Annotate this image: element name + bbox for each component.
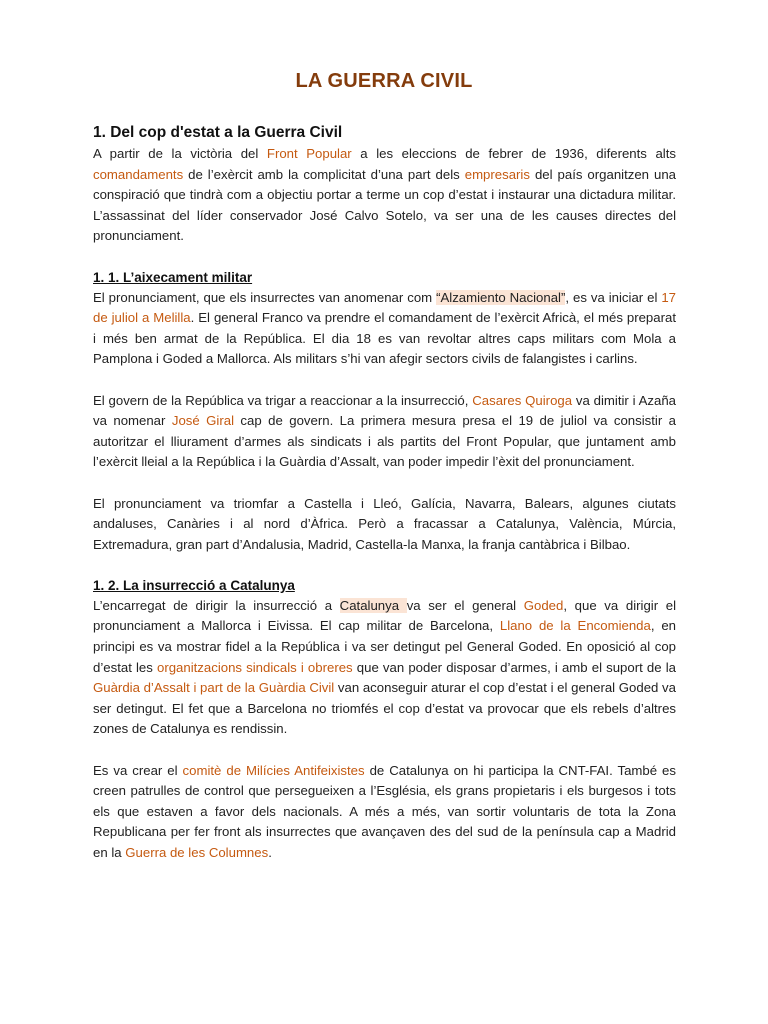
text-link[interactable]: 17 de juliol a Melilla — [93, 289, 676, 326]
text-link[interactable]: comitè de Milícies Antifeixistes — [182, 762, 365, 778]
text-run: , en principi es va mostrar fidel a la República i va ser detingut pel General Goded. En oposició al cop d’estat les — [93, 618, 676, 675]
text-run: El pronunciament, que els insurrectes van anomenar com — [93, 289, 437, 305]
paragraph — [93, 288, 676, 370]
text-run: Es va crear el — [93, 762, 183, 778]
text-run: va dimitir i Azaña va nomenar — [93, 392, 677, 429]
text-run: van aconseguir aturar el cop d’estat i el general Goded va ser detingut. El fet que a Barcelona no triomfés el cop d’estat va provocar que els rebels d’altres zones de Catalunya es rendissin. — [93, 680, 676, 737]
section-heading-1-2: 1. 2. La insurrecció a Catalunya — [93, 577, 295, 593]
text-run: a les eleccions de febrer de 1936, diferents alts — [351, 146, 676, 161]
text-run: cap de govern. La primera mesura presa el 19 de juliol va consistir a autoritzar el lliurament d’armes als sindicats i als partits del Front Popular, que juntament amb l’exèrcit lleial a la República i la Guàrdia d’Assalt, van poder impedir l’èxit del pronunciament. — [93, 413, 676, 470]
text-run: va ser el general — [406, 597, 524, 613]
text-link[interactable]: Llano de la Encomienda — [499, 618, 651, 634]
text-run: de Catalunya on hi participa la CNT-FAI. També es creen patrulles de control que persegueixen a l’Església, els grans propietaris i els burgesos i tots els que estaven a favor dels nacionals. A més a més, van sortir voluntaris de tota la Zona Republicana per fer front als insurrectes que avançaven des del sud de la península cap a Madrid en la — [93, 762, 676, 860]
text-link[interactable]: empresaris — [464, 166, 530, 182]
text-link[interactable]: Guàrdia d’Assalt i part de la Guàrdia Civil — [93, 680, 335, 696]
text-link[interactable]: José Giral — [171, 413, 234, 429]
text-run: . El general Franco va prendre el comandament de l’exèrcit Africà, el més preparat i més ben armat de la República. El dia 18 es van revoltar altres caps militars com Mola a Pamplona i Goded a Mallorca. Als militars s’hi van afegir sectors civils de falangistes i carlins. — [93, 310, 676, 367]
text-run: , es va iniciar el — [565, 289, 662, 305]
document-title: LA GUERRA CIVIL — [295, 70, 473, 92]
text-run: , que va dirigir el pronunciament a Mallorca i Eivissa. El cap militar de Barcelona, — [93, 597, 676, 634]
highlighted-text: Catalunya — [339, 597, 407, 613]
paragraph — [93, 761, 676, 864]
document-body — [93, 122, 676, 864]
text-run: L’encarregat de dirigir la insurrecció a — [93, 597, 340, 613]
text-run: del país organitzen una conspiració que tindrà com a objectiu portar a terme un cop d’estat i instaurar una dictadura militar. L’assassinat del líder conservador José Calvo Sotelo, va ser una de les causes directes del pronunciament. — [93, 166, 676, 244]
text-run: A partir de la victòria del — [93, 146, 267, 161]
text-link[interactable]: organitzacions sindicals i obreres — [156, 659, 353, 675]
text-link[interactable]: Casares Quiroga — [472, 392, 573, 408]
paragraph — [93, 391, 676, 473]
text-link[interactable]: Front Popular — [266, 146, 352, 161]
text-run: de l’exèrcit amb la complicitat d’una part dels — [183, 166, 465, 182]
highlighted-text: “Alzamiento Nacional” — [436, 289, 566, 305]
text-run: El govern de la República va trigar a reaccionar a la insurrecció, — [93, 392, 473, 408]
paragraph — [93, 596, 676, 740]
text-link[interactable]: Guerra de les Columnes — [125, 845, 269, 860]
section-heading-1: 1. Del cop d'estat a la Guerra Civil — [93, 124, 343, 141]
paragraph — [93, 144, 676, 247]
text-link[interactable]: Goded — [523, 597, 564, 613]
text-run: El pronunciament va triomfar a Castella i Lleó, Galícia, Navarra, Balears, algunes ciutats andaluses, Canàries i al nord d’Àfrica. Però a fracassar a Catalunya, València, Múrcia, Extremadura, gran part d’Andalusia, Madrid, Castella-la Manxa, la franja cantàbrica i Bilbao. — [93, 495, 676, 552]
text-link[interactable]: comandaments — [93, 166, 184, 182]
section-heading-1-1: 1. 1. L’aixecament militar — [93, 269, 253, 285]
text-run: que van poder disposar d’armes, i amb el suport de la — [352, 659, 676, 675]
paragraph — [93, 494, 676, 556]
text-run: . — [268, 845, 272, 860]
